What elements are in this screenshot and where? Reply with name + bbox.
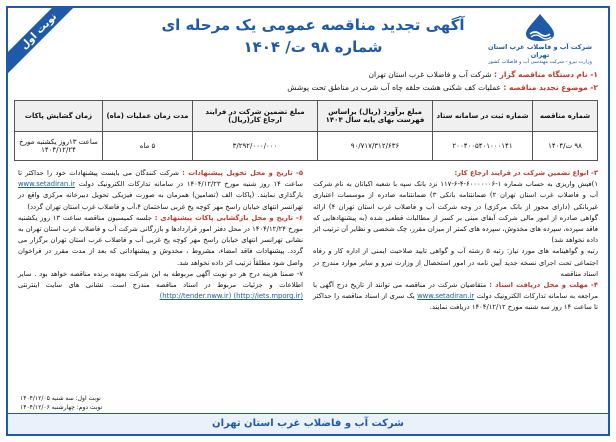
title-line2: شماره ۹۸ ت/ ۱۴۰۴ bbox=[243, 38, 383, 56]
tender-number-cell: ۹۸ ت/۱۴۰۴ bbox=[533, 132, 598, 161]
section4-text: متقاضیان شرکت در مناقصه می توانند از تاریخ درج آگهی با مراجعه به سامانه تدارکات الکترونیک دولت bbox=[313, 281, 598, 301]
section7-text: ۷- ضمنا هزینه درج هر دو نوبت آگهی مربوطه به این شرکت بعهده برنده مناقصه خواهد بود . سایر اطلاعات و جزئیات مربوط در اسناد مناقصه مندرج است. bbox=[18, 269, 303, 290]
header-cell: مدت زمان عملیات (ماه) bbox=[103, 101, 193, 132]
subject-label: ۲- موضوع تجدید مناقصه : bbox=[503, 83, 598, 92]
section5-tail: بارگذاری نمایند. (پاکات الف (تضامین) همزمان به صورت فیزیکی تحویل دبیرخانه مرکزی واقع در تهرانسر انتهای خیابان راسخ مهر کوچه پخ غربی ساختمان ۴،آب و فاضلاب غرب استان تهران گردد) bbox=[18, 191, 303, 211]
subjects-block bbox=[18, 68, 598, 94]
header-cell: شماره ثبت در سامانه ستاد bbox=[433, 101, 533, 132]
logo-org-name: شرکت آب و فاضلاب غرب استان تهران bbox=[488, 43, 592, 59]
footer-company-name: شرکت آب و فاضلاب غرب استان تهران bbox=[8, 413, 608, 434]
section5-text: شرکت کنندگان می بایست پیشنهادات خود را حداکثر تا ساعت ۱۴ روز شنبه مورخ ۱۴۰۴/۱۲/۲۳ در سامانه تدارکات الکترونیک دولت bbox=[18, 169, 304, 189]
terms-left-column bbox=[18, 168, 303, 302]
second-publication-date: نوبت دوم: چهارشنبه ۱۴۰۴/۱۲/۰۶ bbox=[20, 404, 103, 411]
setad-link[interactable]: www.setadiran.ir bbox=[417, 292, 475, 301]
subject-item bbox=[18, 81, 598, 94]
header-cell: مبلغ تضمین شرکت در فرایند ارجاع کار(ریال) bbox=[193, 101, 318, 132]
table-header-row bbox=[15, 101, 598, 132]
subject-label: ۱- نام دستگاه مناقصه گزار : bbox=[493, 70, 598, 79]
table-row bbox=[15, 132, 598, 161]
setad-number-cell: ۲۰۰۴۰۰۵۴۰۱۰۰۰۱۴۱ bbox=[433, 132, 533, 161]
subject-text: شرکت آب و فاضلاب غرب استان تهران bbox=[368, 70, 494, 79]
header-cell: مبلغ برآورد (ریال) براساس فهرست بهای پایه سال ۱۴۰۴ bbox=[318, 101, 433, 132]
guarantee-cell: ۳/۲۹۲/۰۰۰/۰۰۰ bbox=[193, 132, 318, 161]
title-line1: آگهی تجدید مناقصه عمومی یک مرحله ای bbox=[161, 16, 465, 34]
header-cell: شماره مناقصه bbox=[533, 101, 598, 132]
section3b-text: رتبه و گواهینامه های مورد نیاز: رتبه ۵ رشته آب و گواهی تایید صلاحیت ایمنی از اداره کار و رفاه اجتماعی تحت اجرای نسخه جدید آیین نامه در امور استحصال از وزارت نیرو و سایر موارد مندرج در اسناد مناقصه bbox=[313, 247, 599, 278]
logo-sub: وزارت نیرو - شرکت مهندسی آب و فاضلاب کشور bbox=[488, 59, 592, 65]
section4-title: ۴- مهلت و محل دریافت اسناد : bbox=[489, 281, 598, 290]
website-links[interactable]: (http://iets.mporg.ir) (http://tender.nww.ir) bbox=[159, 292, 303, 301]
section4 bbox=[313, 280, 598, 314]
ribbon-label: نوبت اول bbox=[6, 6, 78, 76]
section6-text: جلسه کمیسیون مناقصه ساعت ۱۳ روز یکشنبه مورخ ۱۴۰۴/۱۲/۲۴ در محل دفتر امور قراردادها و بازرگانی شرکت آب و فاضلاب غرب استان تهران به نشانی تهرانسر انتهای خیابان راسخ مهر کوچه پخ غربی آب و فاضلاب غرب استان تهران برگزار می گردد. پیشنهادات فاقد امضاء، مشروط ، مخدوش و پیشنهاداتی که بعد از مدت مقرر در فراخوان واصل شود مطلقاً ترتیب اثر داده نخواهد شد. bbox=[18, 213, 304, 267]
publication-dates bbox=[20, 394, 102, 412]
tender-table bbox=[14, 100, 598, 161]
estimate-cell: ۹۰/۷۱۷/۳۱۲/۶۳۶ bbox=[318, 132, 433, 161]
notice-page bbox=[6, 6, 610, 436]
setad-link[interactable]: www.setadiran.ir bbox=[18, 180, 76, 189]
water-drop-icon bbox=[518, 12, 562, 42]
section6 bbox=[18, 213, 303, 269]
page-title bbox=[158, 14, 468, 58]
section7 bbox=[18, 269, 303, 303]
company-logo bbox=[480, 12, 600, 64]
section3-text: ۱)فیش واریزی به حساب شماره ۱-۶۰۰۰۰۰۰۶-۴-۶-۱۱۷ نزد بانک سپه با شعبه اکباتان به نام شرکت آب و فاضلاب غرب استان تهران ۲) ضمانتنامه بانکی ۳) ضمانتنامه صادره از موسسات اعتباری غیربانکی (دارای مجوز از بانک مرکزی) در وجه شرکت آب و فاضلاب غرب استان تهران ۴) ارائه گواهی صادره از امور مالی شرکت آبفای مبنی بر کسر از مطالبات قطعی شده (به پیشنهادهایی که فاقد سپرده، سپرده های مخدوش، سپرده های کمتر از میزان مقرر، چک شخصی و نظایر آن ترتیب اثر داده نخواهد شد) bbox=[313, 180, 598, 245]
opening-time-cell: ساعت ۱۳روز یکشنبه مورخ ۱۴۰۴/۱۲/۲۴ bbox=[15, 132, 103, 161]
first-publication-date: نوبت اول: سه شنبه ۱۴۰۴/۱۲/۰۵ bbox=[20, 395, 101, 402]
subject-text: عملیات کف شکنی هشت حلقه چاه آب شرب در مناطق تحت پوشش bbox=[287, 83, 504, 92]
section6-title: ۶- تاریخ و محل بازگشایی پاکات پیشنهادی : bbox=[154, 213, 303, 222]
section4-tail: یک سری از اسناد مناقصه را حداکثر تا ساعت ۱۴ روز سه شنبه مورخ ۱۴۰۴/۱۲/۱۲ دریافت نمایند. bbox=[313, 292, 598, 312]
section5 bbox=[18, 168, 303, 213]
section5-title: ۵- تاریخ و محل تحویل پیشنهادات : bbox=[182, 169, 303, 177]
header-cell: زمان گشایش پاکات bbox=[15, 101, 103, 132]
section3-title: ۳- انواع تضمین شرکت در فرایند ارجاع کار: bbox=[454, 169, 598, 177]
subject-item bbox=[18, 68, 598, 81]
section7-websites: نشانی های سایت اینترنتی bbox=[18, 281, 104, 290]
terms-columns bbox=[18, 168, 598, 388]
terms-right-column bbox=[313, 168, 598, 314]
duration-cell: ۵ ماه bbox=[103, 132, 193, 161]
